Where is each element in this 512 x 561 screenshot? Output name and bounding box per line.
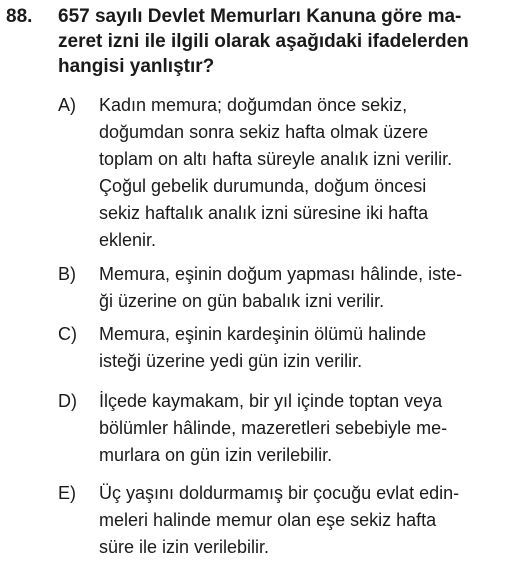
option-line: toplam on altı hafta süreyle analık izni verilir. bbox=[99, 149, 453, 169]
option-letter: C) bbox=[58, 324, 77, 344]
question-number: 88. bbox=[6, 6, 33, 27]
option-text bbox=[99, 261, 508, 315]
option-line: doğumdan sonra sekiz hafta olmak üzere bbox=[99, 122, 429, 142]
question-stem bbox=[58, 4, 504, 79]
option-line: sekiz haftalık analık izni süresine iki hafta bbox=[99, 203, 429, 223]
option-line: süre ile izin verilebilir. bbox=[99, 537, 270, 557]
option-text bbox=[99, 388, 508, 469]
option-line: ği üzerine on gün babalık izni verilir. bbox=[99, 291, 385, 311]
option-letter: B) bbox=[58, 264, 76, 284]
option-text bbox=[99, 480, 508, 561]
option-line: murlara on gün izin verilebilir. bbox=[99, 445, 333, 465]
option-letter: A) bbox=[58, 95, 76, 115]
option-line: eklenir. bbox=[99, 230, 157, 250]
option-letter: E) bbox=[58, 483, 76, 503]
question-stem-line: 657 sayılı Devlet Memurları Kanuna göre ma- bbox=[58, 6, 462, 27]
option-line: Çoğul gebelik durumunda, doğum öncesi bbox=[99, 176, 427, 196]
option-line: Kadın memura; doğumdan önce sekiz, bbox=[99, 95, 408, 115]
option-line: Memura, eşinin kardeşinin ölümü halinde bbox=[99, 324, 427, 344]
option-line: İlçede kaymakam, bir yıl içinde toptan veya bbox=[99, 391, 443, 411]
option-text bbox=[99, 321, 508, 375]
option-line: bölümler hâlinde, mazeretleri sebebiyle me- bbox=[99, 418, 448, 438]
option-letter: D) bbox=[58, 391, 77, 411]
option-line: isteği üzerine yedi gün izin verilir. bbox=[99, 351, 363, 371]
option-line: Üç yaşını doldurmamış bir çocuğu evlat edin- bbox=[99, 483, 460, 503]
question-stem-line: hangisi yanlıştır? bbox=[58, 56, 215, 77]
option-text bbox=[99, 92, 508, 254]
question-stem-line: zeret izni ile ilgili olarak aşağıdaki ifadelerden bbox=[58, 31, 469, 52]
option-line: meleri halinde memur olan eşe sekiz hafta bbox=[99, 510, 437, 530]
option-line: Memura, eşinin doğum yapması hâlinde, iste- bbox=[99, 264, 463, 284]
